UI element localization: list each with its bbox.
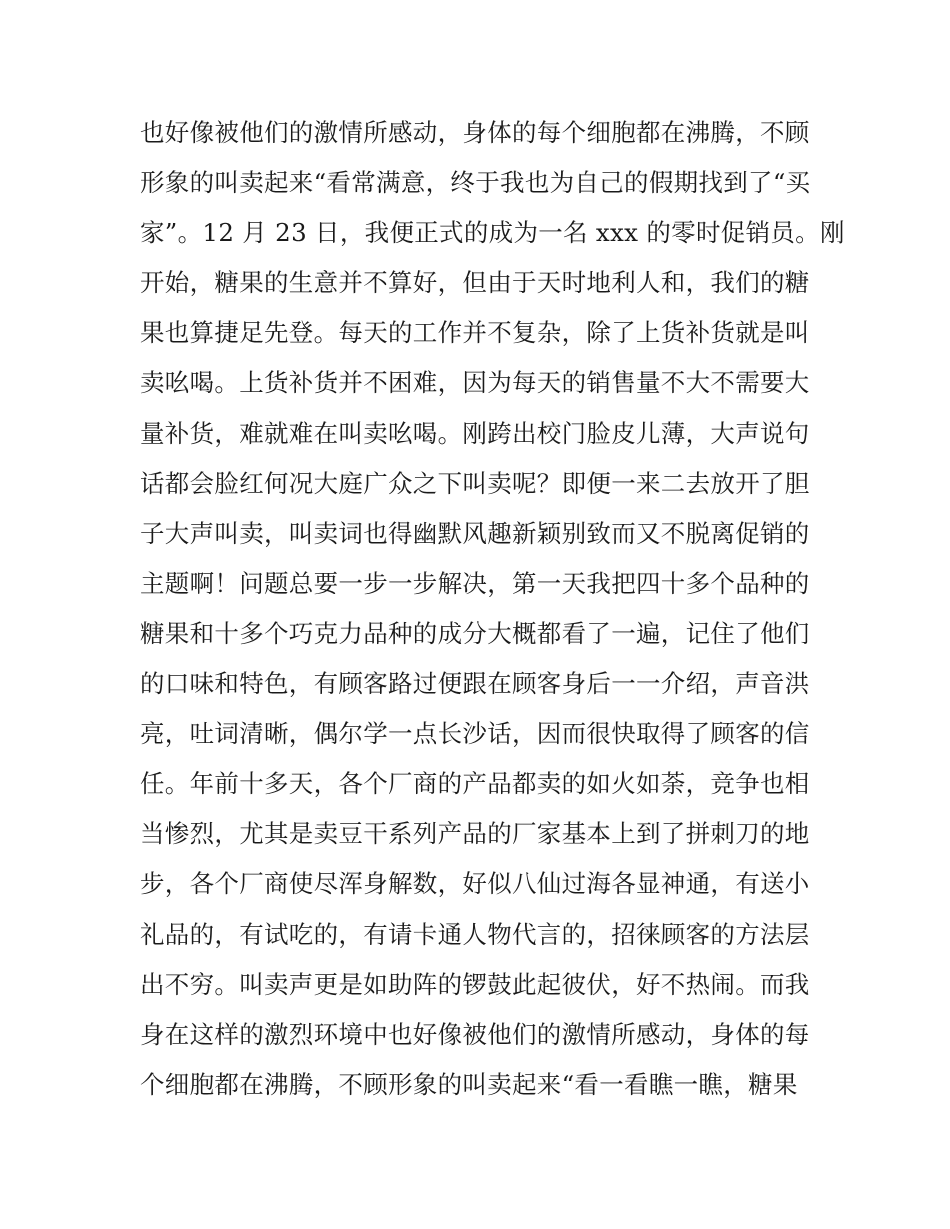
- text-line: 子大声叫卖，叫卖词也得幽默风趣新颖别致而又不脱离促销的: [140, 518, 810, 548]
- text-line: 礼品的，有试吃的，有请卡通人物代言的，招徕顾客的方法层: [140, 919, 810, 949]
- text-line: 话都会脸红何况大庭广众之下叫卖呢？即便一来二去放开了胆: [140, 468, 810, 498]
- text-line: 开始，糖果的生意并不算好，但由于天时地利人和，我们的糖: [140, 268, 810, 298]
- text-line: 出不穷。叫卖声更是如助阵的锣鼓此起彼伏，好不热闹。而我: [140, 969, 810, 999]
- text-line: 当惨烈，尤其是卖豆干系列产品的厂家基本上到了拼刺刀的地: [140, 819, 810, 849]
- text-line: 的口味和特色，有顾客路过便跟在顾客身后一一介绍，声音洪: [140, 669, 810, 699]
- body-text: [140, 108, 845, 1110]
- text-line: 卖吆喝。上货补货并不困难，因为每天的销售量不大不需要大: [140, 368, 810, 398]
- text-line: 身在这样的激烈环境中也好像被他们的激情所感动，身体的每: [140, 1019, 810, 1049]
- text-line: 任。年前十多天，各个厂商的产品都卖的如火如荼，竞争也相: [140, 769, 810, 799]
- text-line: 量补货，难就难在叫卖吆喝。刚跨出校门脸皮儿薄，大声说句: [140, 418, 810, 448]
- text-line: 形象的叫卖起来“看常满意，终于我也为自己的假期找到了“买: [140, 168, 811, 198]
- text-line: 糖果和十多个巧克力品种的成分大概都看了一遍，记住了他们: [140, 618, 810, 648]
- text-line: 家”。12 月 23 日，我便正式的成为一名 xxx 的零时促销员。刚: [140, 218, 845, 248]
- text-line: 个细胞都在沸腾，不顾形象的叫卖起来“看一看瞧一瞧，糖果: [140, 1069, 798, 1099]
- text-line: 主题啊！问题总要一步一步解决，第一天我把四十多个品种的: [140, 568, 810, 598]
- text-line: 果也算捷足先登。每天的工作并不复杂，除了上货补货就是叫: [140, 318, 810, 348]
- text-line: 步，各个厂商使尽浑身解数，好似八仙过海各显神通，有送小: [140, 869, 810, 899]
- text-line: 也好像被他们的激情所感动，身体的每个细胞都在沸腾，不顾: [140, 118, 810, 147]
- text-line: 亮，吐词清晰，偶尔学一点长沙话，因而很快取得了顾客的信: [140, 719, 810, 749]
